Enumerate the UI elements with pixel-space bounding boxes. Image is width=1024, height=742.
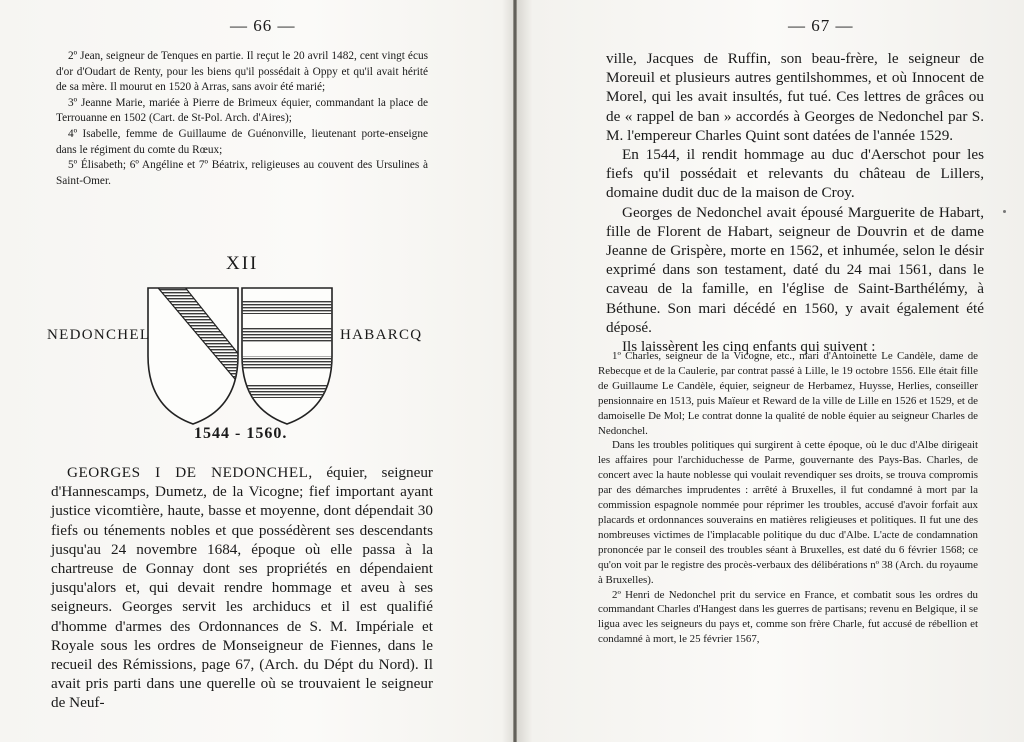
main-paragraph-2: En 1544, il rendit hommage au duc d'Aerschot pour les fiefs qu'il possédait et relevants du château de Lillers, domaine dudit duc de la maison de Croy. <box>606 146 984 202</box>
main-paragraph-1: ville, Jacques de Ruffin, son beau-frère, le seigneur de Moreuil et plusieurs autres gentilshommes, et où Innocent de Morel, qui les avait insultés, fut tué. Ces lettres de grâces ou de « rappel de ban » accordés à Georges de Nedonchel par S. M. l'empereur Charles Quint sont datées de l'année 1529. <box>606 50 984 144</box>
main-text-continued <box>606 49 984 356</box>
book-spine <box>513 0 517 742</box>
main-paragraph-3: Georges de Nedonchel avait épousé Marguerite de Habart, fille de Florent de Habart, seigneur de Douvrin et de dame Jeanne de Grispère, morte en 1562, et inhumée, selon le désir exprimé dans son testament, daté du 24 mai 1561, dans le caveau de la famille, en l'église de Saint-Barthélémy, à Béthune. Son mari décédé en 1560, y avait également été déposé. <box>606 203 984 336</box>
georges-paragraph-text: , équier, seigneur d'Hannescamps, Dumetz, de la Vicogne; fief important ayant justice vicomtière, haute, basse et moyenne, dont dépendait 30 fiefs ou ténements nobles et que possédèrent ses descendants jusqu'au 24 novembre 1684, époque où elle passa à la chartreuse de Gonnay dont ses propriétés en dépendaient jusqu'alors et, qui devait rendre hommage et aveu à ses seigneurs. Georges servit les archiducs et il est qualifié d'homme d'armes des Ordonnances de S. M. Impériale et Royale sous les ordres de Monseigneur de Fiennes, dans le recueil des Rémissions, page 67, (Arch. du Dépt du Nord). Il avait pris parti dans une querelle où se trouvaient le seigneur de Neuf- <box>51 464 433 712</box>
child-entry-jean: 2º Jean, seigneur de Tenques en partie. Il reçut le 20 avril 1482, cent vingt écus d'or d'Oudart de Renty, pour les biens qu'il possédait à Oppy et qu'il avait hérité de sa mère. Il mourut en 1520 à Arras, sans avoir été marié; <box>56 50 428 94</box>
main-paragraph-4: Ils laissèrent les cinq enfants qui suivent : <box>622 338 876 356</box>
page-number-67: — 67 — <box>788 16 854 35</box>
child-entry-isabelle: 4º Isabelle, femme de Guillaume de Guénonville, lieutenant porte-enseigne dans le régiment du comte du Rœux; <box>56 127 428 156</box>
child-entry-elisabeth: 5º Élisabeth; 6º Angéline et 7º Béatrix, religieuses au couvent des Ursulines à Saint-Omer. <box>56 159 428 187</box>
children-list-top <box>56 49 428 189</box>
arms-label-nedonchel: NEDONCHEL <box>47 327 151 343</box>
right-page <box>518 0 1024 742</box>
children-notes <box>598 349 978 647</box>
generation-dates: 1544 - 1560. <box>194 425 288 442</box>
child-entry-jeanne-marie: 3º Jeanne Marie, mariée à Pierre de Brimeux équier, commandant la place de Terrouanne en 1502 (Cart. de St-Pol. Arch. d'Aires); <box>56 96 428 125</box>
section-heading: XII <box>226 253 259 274</box>
note-troubles: Dans les troubles politiques qui surgirent à cette époque, où le duc d'Albe dirigeait les affaires pour l'archiduchesse de Parme, gouvernante des Pays-Bas. Charles, de concert avec la haute noblesse qui voulait revendiquer ses droits, se trouva compromis par des démarches imprudentes : arrêté à Bruxelles, il fut condamné à mort par la commission espagnole nommée pour réprimer les troubles, accusé d'avoir forfait aux placards et ordonnances souverains en matières religieuses et politiques. Il fut une des nombreuses victimes de l'implacable politique du duc d'Albe. L'acte de condamnation prononcée par le conseil des troubles séant à Bruxelles, est daté du 6 février 1568; ce qu'on voit par le registre des procès-verbaux des délibérations nº 38 (Arch. du royaume à Bruxelles). <box>598 439 978 586</box>
note-henri: 2º Henri de Nedonchel prit du service en France, et combatit sous les ordres du commandant Charles d'Hangest dans les guerres de partisans; revenu en Belgique, il se ligua avec les seigneurs du pays et, comme son frère Charle, fut accusé de rébellion et condamné à mort, le 25 février 1567, <box>598 588 978 646</box>
generation-body <box>51 463 433 713</box>
coat-of-arms-illustration <box>146 286 336 426</box>
note-charles: 1º Charles, seigneur de la Vicogne, etc., mari d'Antoinette Le Candèle, dame de Rebecque et de la Caulerie, par contrat passé à Lille, le 19 octobre 1556. Elle était fille de Guillaume Le Candèle, équier, seigneur de Herbamez, Huysse, Herlies, conseiller pensionnaire en 1513, puis Maïeur et Reward de la ville de Lille en 1526 et 1529, et de damoiselle De Mol; Le contrat donne la qualité de noble équier au seigneur Charles de Nedonchel. <box>598 350 978 437</box>
georges-name-lead: GEORGES I DE NEDONCHEL <box>67 464 309 481</box>
shield-nedonchel <box>148 286 256 424</box>
page-number-66: — 66 — <box>230 16 296 35</box>
georges-paragraph <box>51 463 433 713</box>
arms-label-habarcq: HABARCQ <box>340 327 423 343</box>
page-edge-mark <box>1003 210 1006 213</box>
shield-habarcq <box>242 288 334 424</box>
